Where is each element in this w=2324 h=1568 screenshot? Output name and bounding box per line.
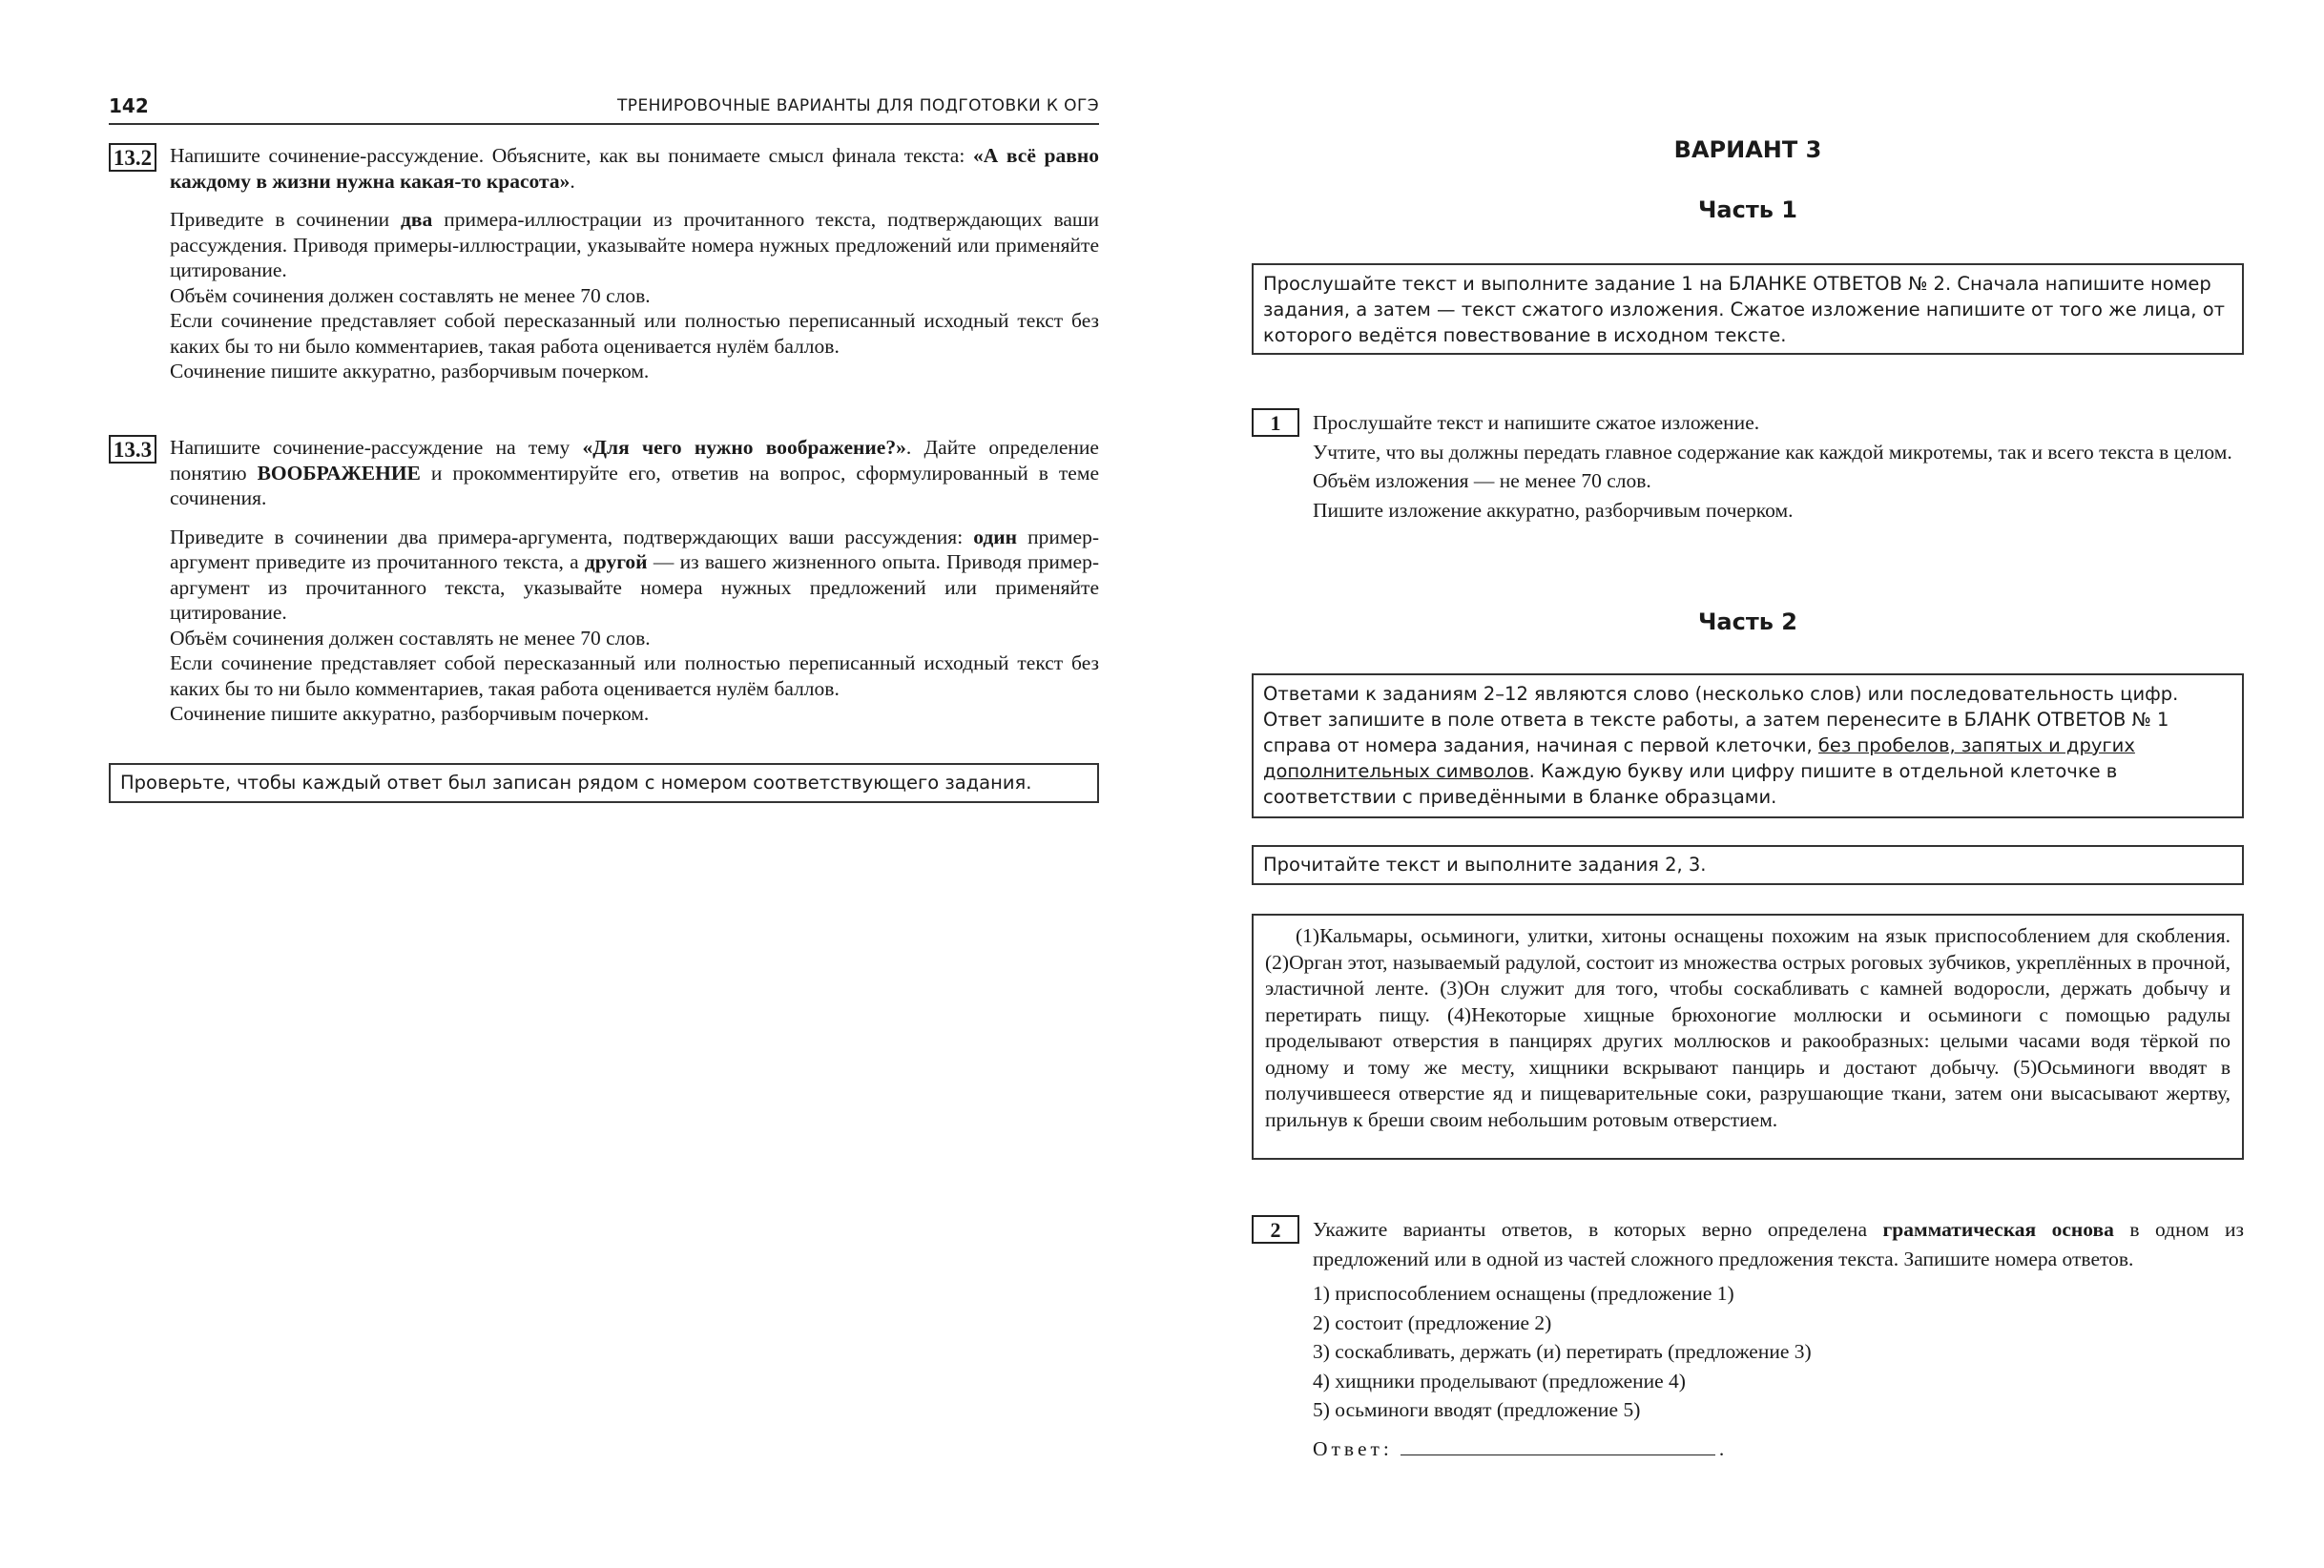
task-1-body — [1313, 408, 2244, 525]
read-instruction: Прочитайте текст и выполните задания 2, 3. — [1263, 854, 1707, 876]
task-2 — [1252, 1215, 2244, 1463]
task-number-1: 1 — [1252, 408, 1299, 437]
task-13-3-paragraph: Приведите в сочинении два примера-аргумента, подтверждающих ваши рассуждения: один пример-аргумент приведите из прочитанного текста, а другой — из вашего жизненного опыта. Приводя пример-аргумент из прочитанного текста, указывайте номера нужных предложений или применяйте цитирование. — [170, 525, 1099, 624]
task-1-line: Пишите изложение аккуратно, разборчивым почерком. — [1313, 498, 1794, 522]
left-page — [109, 0, 1099, 1568]
reading-text-box — [1252, 914, 2244, 1160]
answer-line — [1313, 1434, 2244, 1464]
task-13-2 — [109, 143, 1099, 384]
right-page — [1252, 0, 2244, 1568]
part1-instruction: Прослушайте текст и выполните задание 1 на БЛАНКЕ ОТВЕТОВ № 2. Сначала напишите номер задания, а затем — текст сжатого изложения. Сжатое изложение напишите от того же лица, от которого ведётся повествование в исходном тексте. — [1263, 273, 2225, 346]
part1-instruction-box — [1252, 263, 2244, 355]
task-13-2-paragraph: Объём сочинения должен составлять не менее 70 слов. — [170, 283, 651, 307]
task-13-3-intro: Напишите сочинение-рассуждение на тему «Для чего нужно воображение?». Дайте определение понятию ВООБРАЖЕНИЕ и прокомментируйте его, ответив на вопрос, сформулированный в теме сочинения. — [170, 436, 1099, 509]
task-13-2-paragraph: Если сочинение представляет собой пересказанный или полностью переписанный исходный текст без каких бы то ни было комментариев, такая работа оценивается нулём баллов. — [170, 309, 1099, 358]
task-2-body — [1313, 1215, 2244, 1463]
running-title: ТРЕНИРОВОЧНЫЕ ВАРИАНТЫ ДЛЯ ПОДГОТОВКИ К ОГЭ — [617, 96, 1099, 115]
task-number-13-3: 13.3 — [109, 435, 156, 464]
task-13-3-body — [170, 435, 1099, 727]
task-1 — [1252, 408, 2244, 525]
part2-instruction-box — [1252, 673, 2244, 818]
answer-options — [1313, 1279, 2244, 1425]
reading-text: (1)Кальмары, осьминоги, улитки, хитоны оснащены похожим на язык приспособлением для скобления. (2)Орган этот, называемый радулой, состоит из множества острых роговых зубчиков, укреплённых в прочной, эластичной ленте. (3)Он служит для того, чтобы соскабливать с камней водоросли, держать добычу и перетирать пищу. (4)Некоторые хищные брюхоногие моллюски и осьминоги с помощью радулы проделывают отверстия в панцирях других моллюсков и ракообразных: целыми часами водя тёркой по одному и тому же месту, хищники вскрывают панцирь и достают добычу. (5)Осьминоги вводят в получившееся отверстие яд и пищеварительные соки, разрушающие ткани, затем они высасывают жертву, прильнув к бреши своим небольшим ротовым отверстием. — [1265, 924, 2231, 1131]
task-1-line: Учтите, что вы должны передать главное содержание как каждой микротемы, так и всего текста в целом. — [1313, 440, 2232, 464]
part1-title: Часть 1 — [1698, 196, 1797, 223]
task-13-2-paragraph: Приведите в сочинении два примера-иллюстрации из прочитанного текста, подтверждающих ваши рассуждения. Приводя примеры-иллюстрации, указывайте номера нужных предложений или применяйте цитирование. — [170, 208, 1099, 281]
answer-option: 2) состоит (предложение 2) — [1313, 1310, 1552, 1334]
part2-instruction: Ответами к заданиям 2–12 являются слово (несколько слов) или последовательность цифр. Ответ запишите в поле ответа в тексте работы, а затем перенесите в БЛАНК ОТВЕТОВ № 1 справа от номера задания, начиная с первой клеточки, без пробелов, запятых и других дополнительных символов. Каждую букву или цифру пишите в отдельной клеточке в соответствии с приведёнными в бланке образцами. — [1263, 683, 2179, 808]
task-13-3-paragraph: Если сочинение представляет собой пересказанный или полностью переписанный исходный текст без каких бы то ни было комментариев, такая работа оценивается нулём баллов. — [170, 651, 1099, 700]
page-number: 142 — [109, 94, 149, 117]
task-13-2-body — [170, 143, 1099, 384]
read-instruction-box — [1252, 845, 2244, 885]
check-note: Проверьте, чтобы каждый ответ был записан рядом с номером соответствующего задания. — [120, 772, 1032, 794]
check-note-box — [109, 763, 1099, 803]
task-13-3 — [109, 435, 1099, 727]
task-1-line: Объём изложения — не менее 70 слов. — [1313, 469, 1651, 492]
answer-end: . — [1718, 1436, 1725, 1460]
answer-option: 4) хищники проделывают (предложение 4) — [1313, 1369, 1686, 1393]
task-13-3-paragraph: Объём сочинения должен составлять не менее 70 слов. — [170, 626, 651, 650]
task-2-question: Укажите варианты ответов, в которых верно определена грамматическая основа в одном из предложений или в одной из частей сложного предложения текста. Запишите номера ответов. — [1313, 1218, 2245, 1270]
underlined-rule: без пробелов, запятых и других дополнительных символов — [1263, 734, 2135, 782]
task-13-3-paragraph: Сочинение пишите аккуратно, разборчивым почерком. — [170, 702, 650, 725]
task-13-2-intro: Напишите сочинение-рассуждение. Объясните, как вы понимаете смысл финала текста: «А всё равно каждому в жизни нужна какая-то красота». — [170, 144, 1099, 193]
task-number-2: 2 — [1252, 1215, 1299, 1244]
task-1-line: Прослушайте текст и напишите сжатое изложение. — [1313, 411, 1760, 434]
task-number-13-2: 13.2 — [109, 143, 156, 172]
part2-title: Часть 2 — [1698, 609, 1797, 635]
answer-blank[interactable] — [1401, 1435, 1715, 1455]
answer-option: 3) соскабливать, держать (и) перетирать (предложение 3) — [1313, 1340, 1812, 1363]
task-13-2-paragraph: Сочинение пишите аккуратно, разборчивым почерком. — [170, 360, 650, 382]
answer-option: 5) осьминоги вводят (предложение 5) — [1313, 1398, 1641, 1421]
answer-label: Ответ: — [1313, 1436, 1393, 1460]
variant-title: ВАРИАНТ 3 — [1673, 136, 1822, 163]
answer-option: 1) приспособлением оснащены (предложение 1) — [1313, 1282, 1734, 1305]
running-header — [109, 91, 1099, 125]
